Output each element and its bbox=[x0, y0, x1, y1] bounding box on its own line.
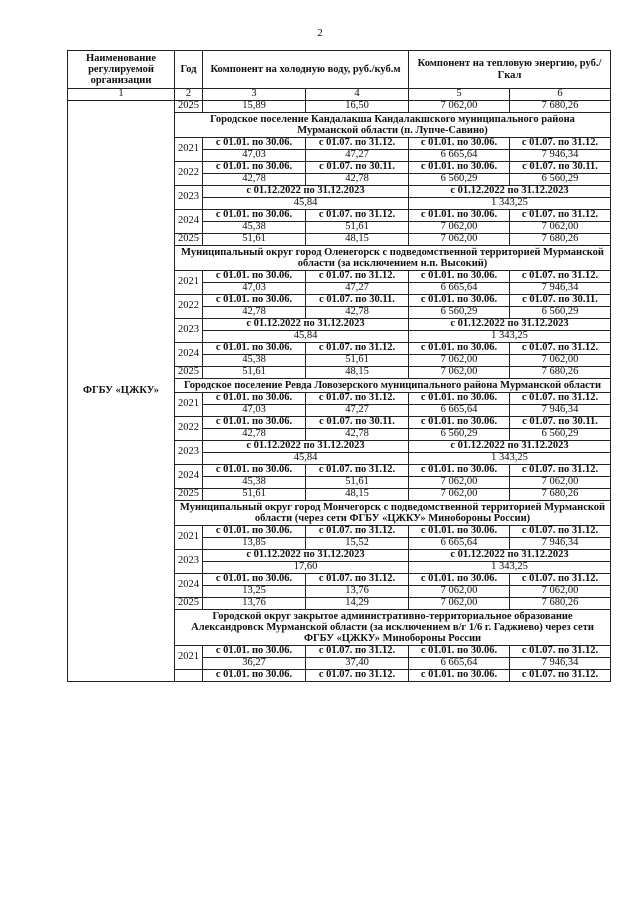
period-label: с 01.01. по 30.06. bbox=[203, 465, 306, 477]
period-label: с 01.01. по 30.06. bbox=[409, 526, 510, 538]
value-cell: 6 560,29 bbox=[409, 307, 510, 319]
period-label: с 01.01. по 30.06. bbox=[409, 393, 510, 405]
value-cell: 15,89 bbox=[203, 101, 306, 113]
period-label: с 01.07. по 30.11. bbox=[306, 162, 409, 174]
period-label: с 01.01. по 30.06. bbox=[203, 138, 306, 150]
value-cell: 13,25 bbox=[203, 586, 306, 598]
value-cell: 47,03 bbox=[203, 405, 306, 417]
year-cell: 2025 bbox=[175, 101, 203, 113]
value-cell: 7 062,00 bbox=[409, 477, 510, 489]
value-cell: 16,50 bbox=[306, 101, 409, 113]
value-cell: 45,84 bbox=[203, 453, 409, 465]
year-cell: 2021 bbox=[175, 646, 203, 670]
value-cell: 45,38 bbox=[203, 355, 306, 367]
period-label: с 01.01. по 30.06. bbox=[203, 343, 306, 355]
value-cell: 7 946,34 bbox=[510, 538, 611, 550]
value-cell: 47,03 bbox=[203, 283, 306, 295]
value-cell: 7 062,00 bbox=[409, 101, 510, 113]
column-number-row bbox=[68, 89, 611, 101]
header-year: Год bbox=[175, 51, 203, 89]
year-cell: 2021 bbox=[175, 393, 203, 417]
period-label: с 01.07. по 31.12. bbox=[510, 393, 611, 405]
period-label: с 01.12.2022 по 31.12.2023 bbox=[203, 550, 409, 562]
value-cell: 36,27 bbox=[203, 658, 306, 670]
value-cell: 7 680,26 bbox=[510, 234, 611, 246]
year-cell: 2024 bbox=[175, 343, 203, 367]
period-label: с 01.12.2022 по 31.12.2023 bbox=[409, 441, 611, 453]
year-cell: 2023 bbox=[175, 550, 203, 574]
year-cell: 2021 bbox=[175, 526, 203, 550]
period-label: с 01.07. по 31.12. bbox=[306, 271, 409, 283]
period-label: с 01.07. по 31.12. bbox=[510, 574, 611, 586]
period-label: с 01.01. по 30.06. bbox=[203, 271, 306, 283]
value-cell: 51,61 bbox=[203, 367, 306, 379]
period-label: с 01.01. по 30.06. bbox=[203, 295, 306, 307]
period-label: с 01.07. по 31.12. bbox=[306, 393, 409, 405]
area-title: Городское поселение Кандалакша Кандалакшского муниципального района Мурманской области (п. Лупче-Савино) bbox=[175, 113, 611, 138]
column-number: 2 bbox=[175, 89, 203, 101]
period-label: с 01.01. по 30.06. bbox=[409, 465, 510, 477]
value-cell: 7 680,26 bbox=[510, 101, 611, 113]
value-cell: 51,61 bbox=[306, 222, 409, 234]
period-label: с 01.01. по 30.06. bbox=[409, 162, 510, 174]
period-label: с 01.07. по 30.11. bbox=[510, 295, 611, 307]
value-cell: 1 343,25 bbox=[409, 562, 611, 574]
period-label: с 01.01. по 30.06. bbox=[409, 574, 510, 586]
period-label: с 01.01. по 30.06. bbox=[409, 295, 510, 307]
value-cell: 7 946,34 bbox=[510, 658, 611, 670]
period-label: с 01.01. по 30.06. bbox=[203, 526, 306, 538]
value-cell: 51,61 bbox=[203, 489, 306, 501]
period-label: с 01.07. по 31.12. bbox=[510, 526, 611, 538]
year-cell: 2023 bbox=[175, 319, 203, 343]
period-label: с 01.12.2022 по 31.12.2023 bbox=[203, 441, 409, 453]
period-label: с 01.01. по 30.06. bbox=[409, 417, 510, 429]
year-cell: 2024 bbox=[175, 574, 203, 598]
value-cell: 42,78 bbox=[203, 174, 306, 186]
period-label: с 01.12.2022 по 31.12.2023 bbox=[409, 186, 611, 198]
value-cell: 7 062,00 bbox=[409, 489, 510, 501]
value-cell: 17,60 bbox=[203, 562, 409, 574]
page-number: 2 bbox=[317, 27, 323, 39]
area-title: Муниципальный округ город Оленегорск с подведомственной территорией Мурманской области (за исключением н.п. Высокий) bbox=[175, 246, 611, 271]
year-cell: 2025 bbox=[175, 234, 203, 246]
value-cell: 45,84 bbox=[203, 198, 409, 210]
value-cell: 6 665,64 bbox=[409, 283, 510, 295]
value-cell: 7 062,00 bbox=[510, 222, 611, 234]
period-label: с 01.07. по 31.12. bbox=[510, 465, 611, 477]
value-cell: 51,61 bbox=[306, 477, 409, 489]
column-number: 4 bbox=[306, 89, 409, 101]
period-label: с 01.07. по 31.12. bbox=[510, 670, 611, 682]
value-cell: 42,78 bbox=[306, 429, 409, 441]
period-label: с 01.07. по 31.12. bbox=[510, 210, 611, 222]
period-label: с 01.07. по 31.12. bbox=[510, 271, 611, 283]
period-label: с 01.07. по 31.12. bbox=[306, 574, 409, 586]
value-cell: 6 665,64 bbox=[409, 150, 510, 162]
value-cell: 51,61 bbox=[203, 234, 306, 246]
area-title: Городской округ закрытое административно-территориальное образование Александровск Мурманской области (за исключением в/г 1/6 г. Гаджиево) через сети ФГБУ «ЦЖКУ» Минобороны России bbox=[175, 610, 611, 646]
value-cell: 42,78 bbox=[203, 429, 306, 441]
year-cell: 2023 bbox=[175, 186, 203, 210]
value-cell: 42,78 bbox=[306, 174, 409, 186]
column-number: 1 bbox=[68, 89, 175, 101]
value-cell: 47,27 bbox=[306, 405, 409, 417]
value-cell: 6 560,29 bbox=[409, 429, 510, 441]
year-cell: 2025 bbox=[175, 367, 203, 379]
value-cell: 7 062,00 bbox=[409, 234, 510, 246]
value-cell: 7 946,34 bbox=[510, 405, 611, 417]
value-cell: 15,52 bbox=[306, 538, 409, 550]
value-cell: 7 062,00 bbox=[510, 586, 611, 598]
period-label: с 01.07. по 30.11. bbox=[306, 295, 409, 307]
value-cell: 7 062,00 bbox=[409, 598, 510, 610]
period-label: с 01.07. по 30.11. bbox=[510, 162, 611, 174]
year-cell: 2022 bbox=[175, 162, 203, 186]
organization-name: ФГБУ «ЦЖКУ» bbox=[68, 101, 175, 682]
period-label: с 01.01. по 30.06. bbox=[409, 271, 510, 283]
year-cell: 2021 bbox=[175, 138, 203, 162]
value-cell: 7 062,00 bbox=[409, 586, 510, 598]
period-label: с 01.07. по 31.12. bbox=[306, 210, 409, 222]
period-label: с 01.01. по 30.06. bbox=[203, 574, 306, 586]
table-row bbox=[68, 101, 611, 113]
year-cell: 2025 bbox=[175, 598, 203, 610]
value-cell: 51,61 bbox=[306, 355, 409, 367]
year-cell: 2022 bbox=[175, 295, 203, 319]
value-cell: 1 343,25 bbox=[409, 331, 611, 343]
value-cell: 7 946,34 bbox=[510, 283, 611, 295]
period-label: с 01.01. по 30.06. bbox=[203, 162, 306, 174]
value-cell: 47,03 bbox=[203, 150, 306, 162]
period-label: с 01.07. по 31.12. bbox=[510, 646, 611, 658]
period-label: с 01.07. по 30.11. bbox=[306, 417, 409, 429]
year-cell: 2022 bbox=[175, 417, 203, 441]
value-cell: 45,38 bbox=[203, 222, 306, 234]
tariff-table-body bbox=[68, 51, 611, 682]
value-cell: 1 343,25 bbox=[409, 198, 611, 210]
value-cell: 6 560,29 bbox=[510, 429, 611, 441]
period-label: с 01.12.2022 по 31.12.2023 bbox=[203, 186, 409, 198]
header-cold-water: Компонент на холодную воду, руб./куб.м bbox=[203, 51, 409, 89]
period-label: с 01.07. по 30.11. bbox=[510, 417, 611, 429]
column-number: 3 bbox=[203, 89, 306, 101]
period-label: с 01.12.2022 по 31.12.2023 bbox=[409, 319, 611, 331]
year-cell: 2023 bbox=[175, 441, 203, 465]
area-title: Городское поселение Ревда Ловозерского муниципального района Мурманской области bbox=[175, 379, 611, 393]
value-cell: 13,85 bbox=[203, 538, 306, 550]
value-cell: 45,38 bbox=[203, 477, 306, 489]
value-cell: 13,76 bbox=[203, 598, 306, 610]
period-label: с 01.01. по 30.06. bbox=[203, 670, 306, 682]
period-label: с 01.01. по 30.06. bbox=[203, 646, 306, 658]
period-label: с 01.07. по 31.12. bbox=[510, 138, 611, 150]
value-cell: 48,15 bbox=[306, 234, 409, 246]
period-label: с 01.07. по 31.12. bbox=[306, 526, 409, 538]
header-thermal: Компонент на тепловую энергию, руб./Гкал bbox=[409, 51, 611, 89]
period-label: с 01.07. по 31.12. bbox=[510, 343, 611, 355]
period-label: с 01.01. по 30.06. bbox=[409, 138, 510, 150]
value-cell: 7 062,00 bbox=[409, 367, 510, 379]
value-cell: 42,78 bbox=[306, 307, 409, 319]
period-label: с 01.01. по 30.06. bbox=[203, 393, 306, 405]
value-cell: 45,84 bbox=[203, 331, 409, 343]
period-label: с 01.01. по 30.06. bbox=[203, 210, 306, 222]
year-cell bbox=[175, 670, 203, 682]
value-cell: 37,40 bbox=[306, 658, 409, 670]
period-label: с 01.12.2022 по 31.12.2023 bbox=[203, 319, 409, 331]
value-cell: 14,29 bbox=[306, 598, 409, 610]
column-number: 5 bbox=[409, 89, 510, 101]
value-cell: 1 343,25 bbox=[409, 453, 611, 465]
period-label: с 01.07. по 31.12. bbox=[306, 465, 409, 477]
value-cell: 48,15 bbox=[306, 489, 409, 501]
period-label: с 01.12.2022 по 31.12.2023 bbox=[409, 550, 611, 562]
header-row bbox=[68, 51, 611, 89]
year-cell: 2024 bbox=[175, 210, 203, 234]
value-cell: 7 062,00 bbox=[409, 222, 510, 234]
value-cell: 7 062,00 bbox=[409, 355, 510, 367]
value-cell: 6 560,29 bbox=[409, 174, 510, 186]
value-cell: 47,27 bbox=[306, 283, 409, 295]
period-label: с 01.07. по 31.12. bbox=[306, 343, 409, 355]
value-cell: 47,27 bbox=[306, 150, 409, 162]
period-label: с 01.01. по 30.06. bbox=[409, 670, 510, 682]
value-cell: 7 680,26 bbox=[510, 598, 611, 610]
tariff-table bbox=[67, 50, 611, 682]
value-cell: 7 062,00 bbox=[510, 355, 611, 367]
year-cell: 2021 bbox=[175, 271, 203, 295]
value-cell: 7 062,00 bbox=[510, 477, 611, 489]
year-cell: 2025 bbox=[175, 489, 203, 501]
value-cell: 13,76 bbox=[306, 586, 409, 598]
area-title: Муниципальный округ город Мончегорск с подведомственной территорией Мурманской области (через сети ФГБУ «ЦЖКУ» Минобороны России) bbox=[175, 501, 611, 526]
value-cell: 48,15 bbox=[306, 367, 409, 379]
period-label: с 01.07. по 31.12. bbox=[306, 646, 409, 658]
period-label: с 01.01. по 30.06. bbox=[409, 343, 510, 355]
period-label: с 01.07. по 31.12. bbox=[306, 138, 409, 150]
period-label: с 01.01. по 30.06. bbox=[409, 646, 510, 658]
value-cell: 6 560,29 bbox=[510, 174, 611, 186]
period-label: с 01.01. по 30.06. bbox=[409, 210, 510, 222]
column-number: 6 bbox=[510, 89, 611, 101]
value-cell: 42,78 bbox=[203, 307, 306, 319]
value-cell: 7 680,26 bbox=[510, 367, 611, 379]
value-cell: 6 665,64 bbox=[409, 405, 510, 417]
value-cell: 6 665,64 bbox=[409, 658, 510, 670]
value-cell: 7 946,34 bbox=[510, 150, 611, 162]
period-label: с 01.07. по 31.12. bbox=[306, 670, 409, 682]
header-org: Наименование регулируемой организации bbox=[68, 51, 175, 89]
value-cell: 6 665,64 bbox=[409, 538, 510, 550]
year-cell: 2024 bbox=[175, 465, 203, 489]
value-cell: 6 560,29 bbox=[510, 307, 611, 319]
value-cell: 7 680,26 bbox=[510, 489, 611, 501]
period-label: с 01.01. по 30.06. bbox=[203, 417, 306, 429]
